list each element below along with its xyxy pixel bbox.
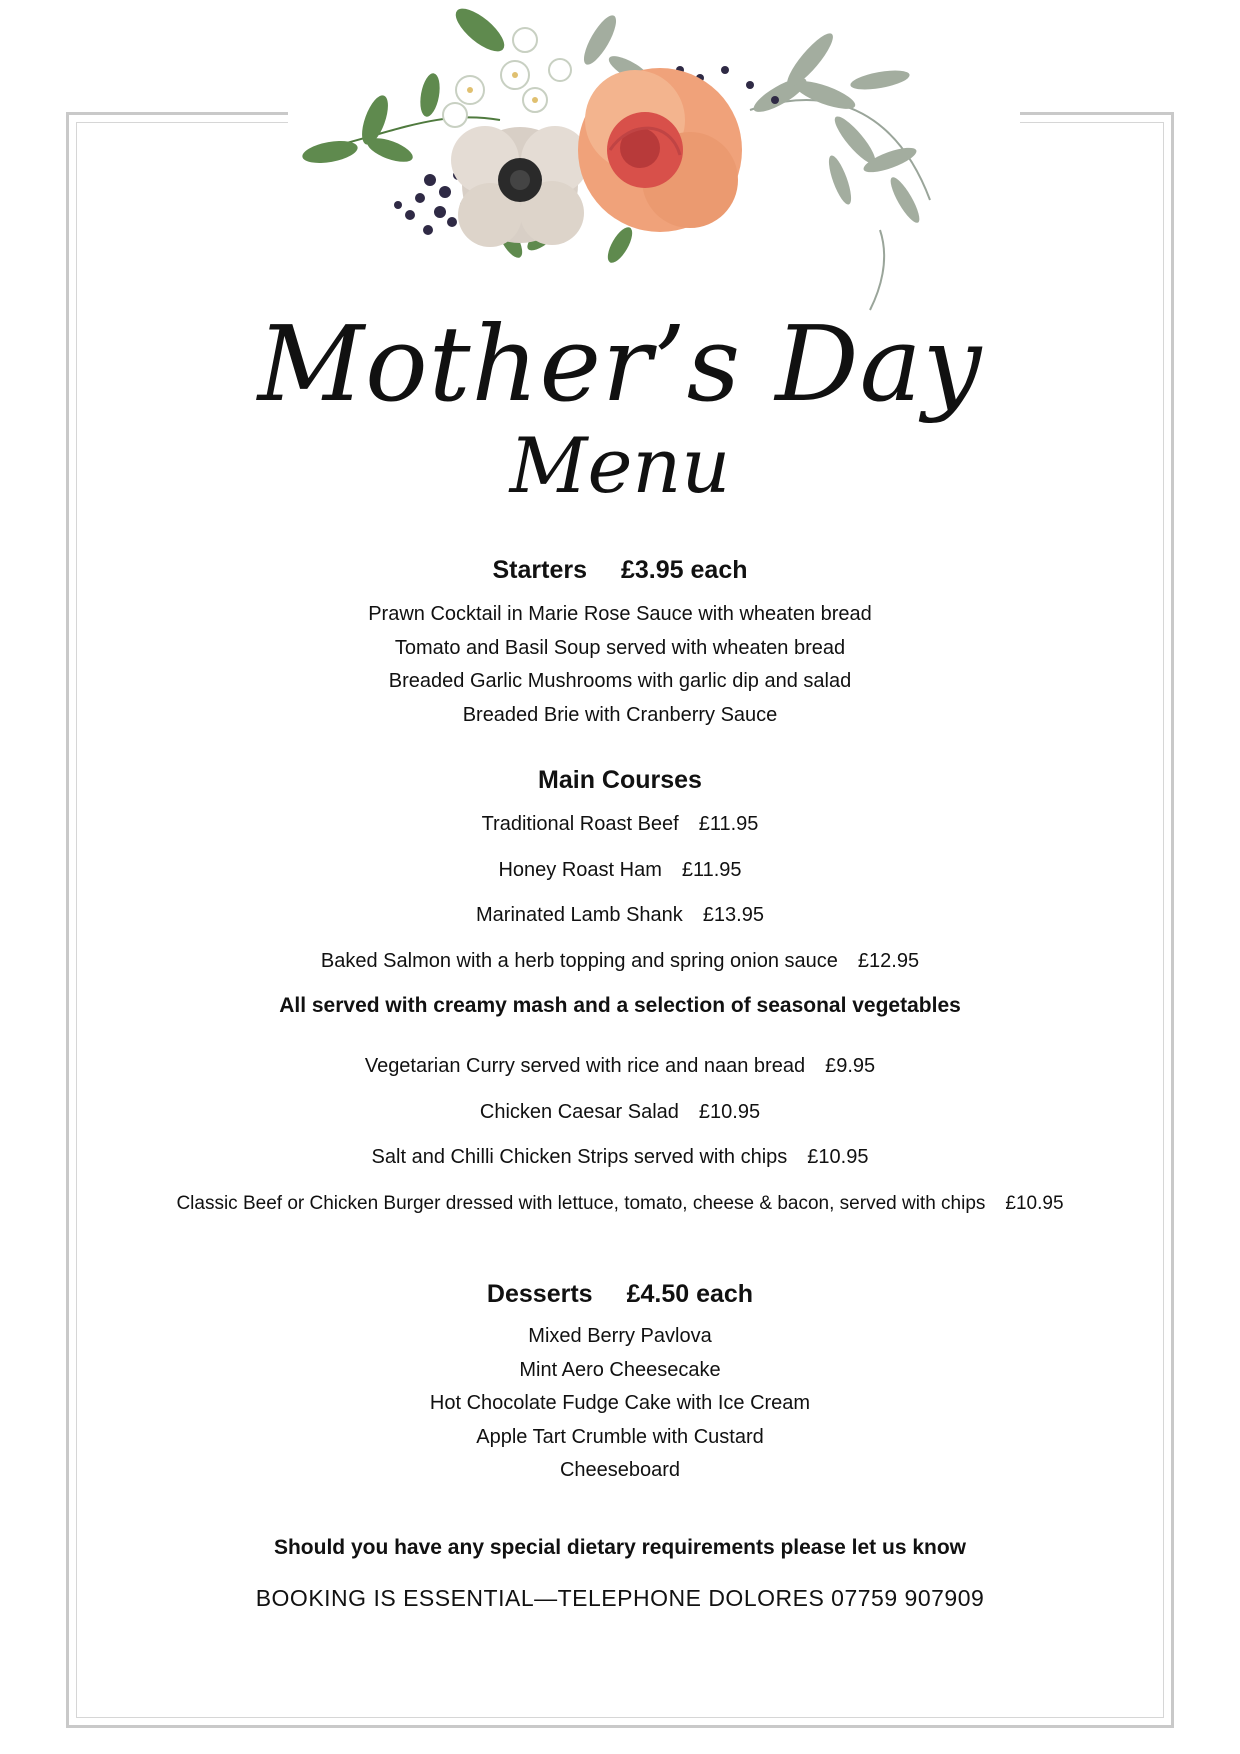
menu-content <box>100 548 1140 1620</box>
starter-item: Breaded Brie with Cranberry Sauce <box>462 703 778 726</box>
main-item-price: £10.95 <box>807 1146 869 1168</box>
rose-flower <box>578 68 742 232</box>
starters-list <box>100 598 1140 732</box>
desserts-heading <box>100 1272 1140 1316</box>
main-item-price: £13.95 <box>702 904 764 926</box>
starters-heading <box>100 548 1140 592</box>
dietary-note: Should you have any special dietary requirements please let us know <box>273 1535 967 1559</box>
main-item <box>100 1044 1140 1090</box>
starter-item: Tomato and Basil Soup served with wheaten bread <box>394 636 846 659</box>
main-item <box>100 802 1140 848</box>
dessert-item: Hot Chocolate Fudge Cake with Ice Cream <box>429 1392 811 1414</box>
main-item-price: £10.95 <box>698 1100 761 1123</box>
desserts-list <box>100 1320 1140 1488</box>
dessert-item: Mixed Berry Pavlova <box>528 1325 712 1347</box>
main-item-price: £10.95 <box>1005 1192 1064 1214</box>
main-item <box>100 893 1140 939</box>
main-item <box>100 848 1140 894</box>
desserts-price: £4.50 each <box>626 1280 754 1308</box>
mains-list <box>100 802 1140 984</box>
starter-item: Breaded Garlic Mushrooms with garlic dip and salad <box>388 670 852 692</box>
main-item-name: Vegetarian Curry served with rice and naan bread <box>364 1055 806 1077</box>
main-item-name: Traditional Roast Beef <box>481 813 679 835</box>
starters-price: £3.95 each <box>621 556 748 584</box>
main-item <box>100 1090 1140 1136</box>
mains-heading: Main Courses <box>538 766 702 794</box>
main-item <box>100 939 1140 985</box>
anemone-flower <box>451 126 589 247</box>
menu-subtitle: Menu <box>509 421 731 510</box>
white-blossoms <box>443 28 571 127</box>
starter-item: Prawn Cocktail in Marie Rose Sauce with wheaten bread <box>368 603 872 625</box>
menu-title: Mother’s Day <box>257 303 983 425</box>
starters-heading-label: Starters <box>492 556 587 584</box>
main-item-name: Honey Roast Ham <box>498 858 662 881</box>
main-item-price: £12.95 <box>857 949 920 972</box>
dessert-item: Cheeseboard <box>559 1459 681 1481</box>
main-item-price: £11.95 <box>681 858 742 881</box>
main-item-name: Marinated Lamb Shank <box>476 904 683 926</box>
main-item-name: Chicken Caesar Salad <box>479 1100 679 1123</box>
dessert-item: Mint Aero Cheesecake <box>519 1358 721 1381</box>
booking-info: BOOKING IS ESSENTIAL—TELEPHONE DOLORES 07759 907909 <box>255 1584 985 1611</box>
main-item-price: £11.95 <box>698 813 759 835</box>
served-with-note: All served with creamy mash and a selection of seasonal vegetables <box>279 994 961 1017</box>
floral-decoration <box>280 0 1030 320</box>
main-item <box>100 1135 1140 1181</box>
other-mains-list <box>100 1044 1140 1226</box>
main-item-price: £9.95 <box>825 1055 876 1077</box>
main-item-name: Classic Beef or Chicken Burger dressed with lettuce, tomato, cheese & bacon, served with chips <box>176 1192 986 1214</box>
main-item-name: Salt and Chilli Chicken Strips served with chips <box>371 1146 788 1168</box>
main-item <box>100 1181 1140 1227</box>
desserts-heading-label: Desserts <box>486 1280 593 1308</box>
dessert-item: Apple Tart Crumble with Custard <box>476 1425 764 1448</box>
main-item-name: Baked Salmon with a herb topping and spring onion sauce <box>320 949 838 972</box>
